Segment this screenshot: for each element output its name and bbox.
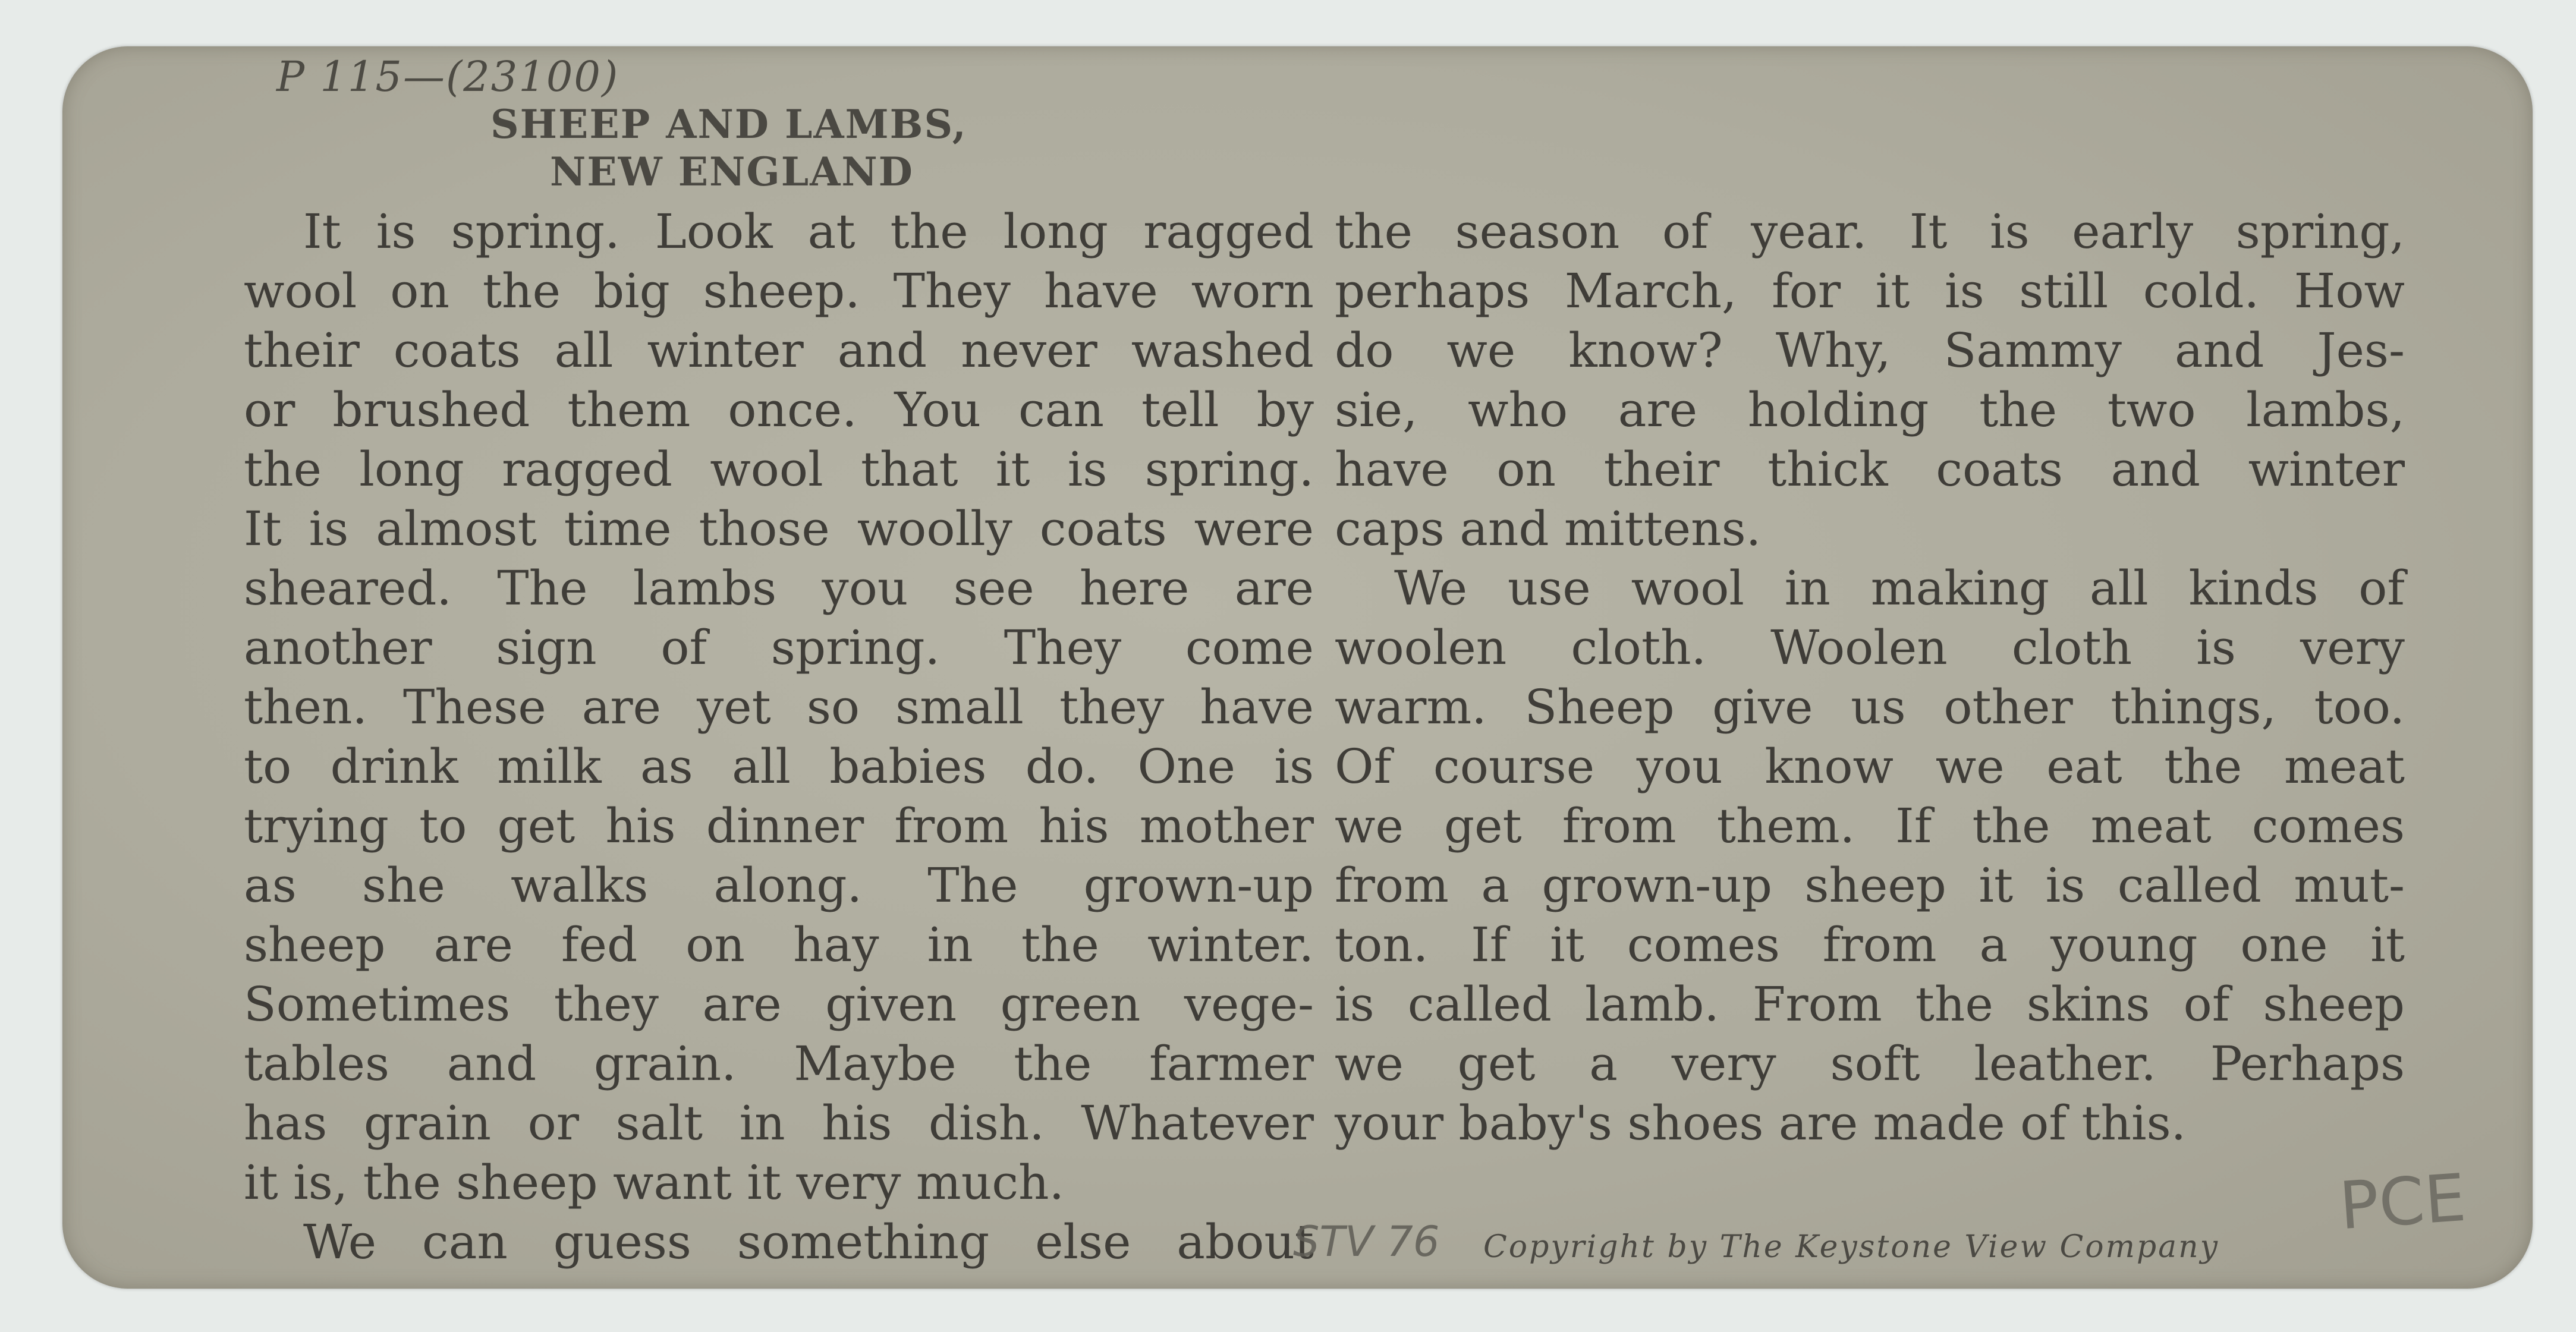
text-line: sie, who are holding the two lambs, bbox=[1335, 382, 2405, 437]
text-line: is called lamb. From the skins of sheep bbox=[1335, 977, 2405, 1032]
text-line: we get from them. If the meat comes bbox=[1335, 798, 2405, 854]
text-line: has grain or salt in his dish. Whatever bbox=[244, 1095, 1314, 1151]
text-line: their coats all winter and never washed bbox=[244, 323, 1314, 378]
text-line: wool on the big sheep. They have worn bbox=[244, 263, 1314, 319]
text-line: sheared. The lambs you see here are bbox=[244, 560, 1314, 616]
text-line: woolen cloth. Woolen cloth is very bbox=[1335, 620, 2405, 675]
text-line: we get a very soft leather. Perhaps bbox=[1335, 1036, 2405, 1091]
text-line: the long ragged wool that it is spring. bbox=[244, 442, 1314, 497]
text-line: caps and mittens. bbox=[1335, 501, 1762, 556]
text-line: then. These are yet so small they have bbox=[244, 679, 1314, 735]
text-line: or brushed them once. You can tell by bbox=[244, 382, 1314, 437]
text-line: to drink milk as all babies do. One is bbox=[244, 739, 1314, 794]
text-line: as she walks along. The grown-up bbox=[244, 858, 1314, 913]
text-line: warm. Sheep give us other things, too. bbox=[1335, 679, 2405, 735]
card-title-line-1: SHEEP AND LAMBS, bbox=[490, 101, 967, 147]
text-line: ton. If it comes from a young one it bbox=[1335, 917, 2405, 972]
text-line: Sometimes they are given green vege- bbox=[244, 977, 1314, 1032]
left-text-column bbox=[244, 202, 1314, 1272]
text-line: It is spring. Look at the long ragged bbox=[303, 204, 1314, 259]
text-line: perhaps March, for it is still cold. How bbox=[1335, 263, 2405, 319]
text-line: it is, the sheep want it very much. bbox=[244, 1155, 1064, 1210]
right-text-column bbox=[1335, 202, 2405, 1153]
card-title-line-2: NEW ENGLAND bbox=[550, 149, 914, 195]
text-line: from a grown-up sheep it is called mut- bbox=[1335, 858, 2405, 913]
stereoview-card-back bbox=[62, 46, 2533, 1289]
catalog-number: P 115—(23100) bbox=[276, 52, 619, 101]
text-line: another sign of spring. They come bbox=[244, 620, 1314, 675]
text-line: have on their thick coats and winter bbox=[1335, 442, 2405, 497]
text-line: Of course you know we eat the meat bbox=[1335, 739, 2405, 794]
text-line: It is almost time those woolly coats were bbox=[244, 501, 1314, 556]
text-line: sheep are fed on hay in the winter. bbox=[244, 917, 1314, 972]
text-line: tables and grain. Maybe the farmer bbox=[244, 1036, 1314, 1091]
copyright-notice: Copyright by The Keystone View Company bbox=[1483, 1229, 2220, 1265]
text-line: the season of year. It is early spring, bbox=[1335, 204, 2405, 259]
text-line: We can guess something else about bbox=[303, 1214, 1314, 1270]
text-line: We use wool in making all kinds of bbox=[1394, 560, 2405, 616]
handwritten-stv-note: STV 76 bbox=[1293, 1217, 1440, 1266]
text-line: trying to get his dinner from his mother bbox=[244, 798, 1314, 854]
handwritten-pce-note: PCE bbox=[2336, 1159, 2468, 1245]
text-line: your baby's shoes are made of this. bbox=[1335, 1095, 2187, 1151]
text-line: do we know? Why, Sammy and Jes- bbox=[1335, 323, 2405, 378]
